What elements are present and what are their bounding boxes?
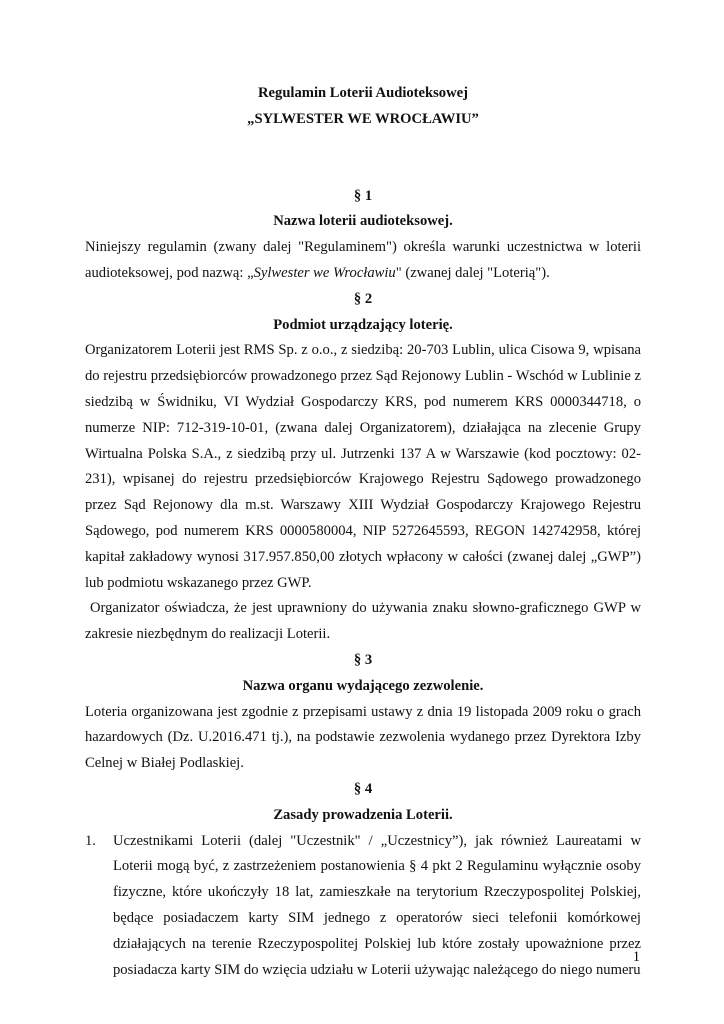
text-run: Niniejszy regulamin (zwany dalej "Regulaminem") określa warunki uczestnictwa w loterii audioteksowej, pod nazwą: „ bbox=[85, 239, 641, 281]
section-1-paragraph bbox=[85, 235, 641, 287]
section-2-number: § 2 bbox=[353, 290, 373, 307]
title-spacer bbox=[85, 133, 641, 184]
text-run: " (zwanej dalej "Loterią"). bbox=[395, 264, 550, 281]
section-2-paragraph-2: Organizator oświadcza, że jest uprawniony do używania znaku słowno-graficznego GWP w zakresie niezbędnym do realizacji Loterii. bbox=[85, 600, 641, 643]
section-3-number: § 3 bbox=[353, 651, 373, 668]
section-1-number: § 1 bbox=[353, 187, 373, 204]
section-3-heading: Nazwa organu wydającego zezwolenie. bbox=[242, 677, 484, 694]
section-1-heading: Nazwa loterii audioteksowej. bbox=[273, 213, 453, 230]
section-4-heading: Zasady prowadzenia Loterii. bbox=[273, 806, 453, 823]
list-item-text: Uczestnikami Loterii (dalej "Uczestnik" / „Uczestnicy”), jak również Laureatami w Loterii mogą być, z zastrzeżeniem postanowienia § 4 pkt 2 Regulaminu wyłącznie osoby fizyczne, które ukończyły 18 lat, zamieszkałe na terytorium Rzeczypospolitej Polskiej, będące posiadaczem karty SIM jednego z operatorów sieci telefonii komórkowej działających na terenie Rzeczypospolitej Polskiej lub które zostały upoważnione przez posiadacza karty SIM do wzięcia udziału w Loterii używając należącego do niego numeru bbox=[113, 832, 641, 978]
list-item-number: 1. bbox=[85, 832, 96, 849]
section-4-number: § 4 bbox=[353, 780, 373, 797]
doc-title: Regulamin Loterii Audioteksowej bbox=[258, 85, 468, 101]
section-2-heading: Podmiot urządzający loterię. bbox=[273, 316, 453, 333]
section-2-paragraph-1: Organizatorem Loterii jest RMS Sp. z o.o., z siedzibą: 20-703 Lublin, ulica Cisowa 9, wpisana do rejestru przedsiębiorców prowadzonego przez Sąd Rejonowy Lublin - Wschód w Lublinie z siedzibą w Świdniku, VI Wydział Gospodarczy KRS, pod numerem KRS 0000344718, o numerze NIP: 712-319-10-01, (zwana dalej Organizatorem), działająca na zlecenie Grupy Wirtualna Polska S.A., z siedzibą przy ul. Jutrzenki 137 A w Warszawie (kod pocztowy: 02-231), wpisanej do rejestru przedsiębiorców Krajowego Rejestru Sądowego prowadzonego przez Sąd Rejonowy dla m.st. Warszawy XIII Wydział Gospodarczy Krajowego Rejestru Sądowego, pod numerem KRS 0000580004, NIP 5272645593, REGON 142742958, której kapitał zakładowy wynosi 317.957.850,00 złotych wpłacony w całości (zwanej dalej „GWP”) lub podmiotu wskazanego przez GWP. bbox=[85, 342, 641, 591]
list-item bbox=[85, 829, 641, 984]
page-number: 1 bbox=[632, 949, 640, 965]
doc-subtitle: „SYLWESTER WE WROCŁAWIU” bbox=[247, 110, 479, 127]
text-run-italic: Sylwester we Wrocławiu bbox=[253, 264, 396, 281]
section-3-paragraph-1: Loteria organizowana jest zgodnie z przepisami ustawy z dnia 19 listopada 2009 roku o grach hazardowych (Dz. U.2016.471 tj.), na podstawie zezwolenia wydanego przez Dyrektora Izby Celnej w Białej Podlaskiej. bbox=[85, 703, 641, 772]
document-content bbox=[85, 81, 641, 983]
